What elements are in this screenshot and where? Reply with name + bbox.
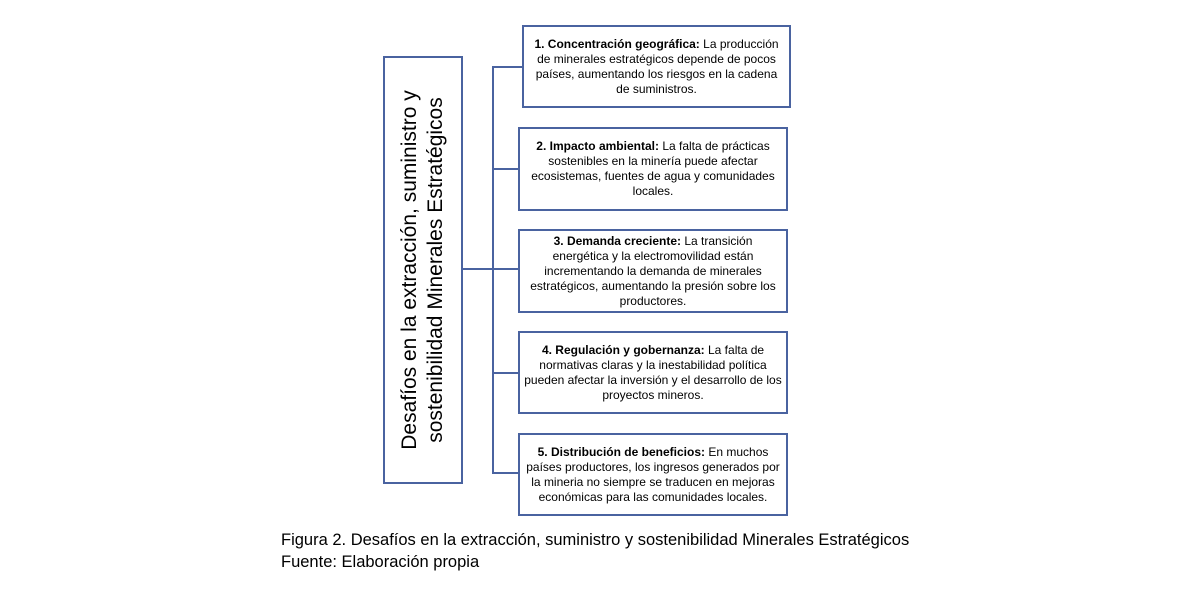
child-node-2: [518, 127, 788, 211]
child-node-5-text: [524, 445, 782, 505]
root-node-label: Desafíos en la extracción, suministro y sostenibilidad Minerales Estratégicos: [398, 90, 447, 450]
child-node-2-description: La falta de prácticas sostenibles en la minería puede afectar ecosistemas, fuentes de agua y comunidades locales.: [531, 139, 775, 198]
child-node-1-description: La producción de minerales estratégicos depende de pocos países, aumentando los riesgos en la cadena de suministros.: [535, 36, 779, 96]
child-node-5-title: 5. Distribución de beneficios:: [537, 444, 705, 459]
child-node-3-title: 3. Demanda creciente:: [553, 233, 681, 248]
child-node-4: [518, 331, 788, 414]
connector-branch-4: [492, 372, 519, 374]
connector-trunk-vertical: [492, 66, 494, 474]
figure-caption: Figura 2. Desafíos en la extracción, suministro y sostenibilidad Minerales Estratégicos: [281, 531, 910, 549]
child-node-5: [518, 433, 788, 516]
child-node-1-title: 1. Concentración geográfica:: [534, 36, 700, 51]
child-node-4-title: 4. Regulación y gobernanza:: [541, 342, 705, 357]
child-node-4-text: [524, 343, 782, 403]
child-node-5-description: En muchos países productores, los ingresos generados por la mineria no siempre se traducen en mejoras económicas para las comunidades locales.: [526, 444, 780, 504]
child-node-1-text: [528, 37, 785, 97]
child-node-3-description: La transición energética y la electromovilidad están incrementando la demanda de minerales estratégicos, aumentando la presión sobre los productores.: [530, 233, 776, 308]
child-node-3: [518, 229, 788, 313]
source-caption: Fuente: Elaboración propia: [281, 553, 480, 571]
connector-branch-2: [492, 168, 519, 170]
connector-root-horizontal: [463, 268, 493, 270]
connector-branch-3: [492, 268, 519, 270]
connector-branch-1: [492, 66, 523, 68]
child-node-1: [522, 25, 791, 108]
child-node-2-text: [524, 139, 782, 199]
child-node-3-text: [524, 234, 782, 309]
child-node-2-title: 2. Impacto ambiental:: [536, 139, 659, 153]
connector-branch-5: [492, 472, 519, 474]
root-node: [383, 56, 463, 484]
child-node-4-description: La falta de normativas claras y la inestabilidad política pueden afectar la inversión y el desarrollo de los proyectos mineros.: [524, 342, 782, 402]
